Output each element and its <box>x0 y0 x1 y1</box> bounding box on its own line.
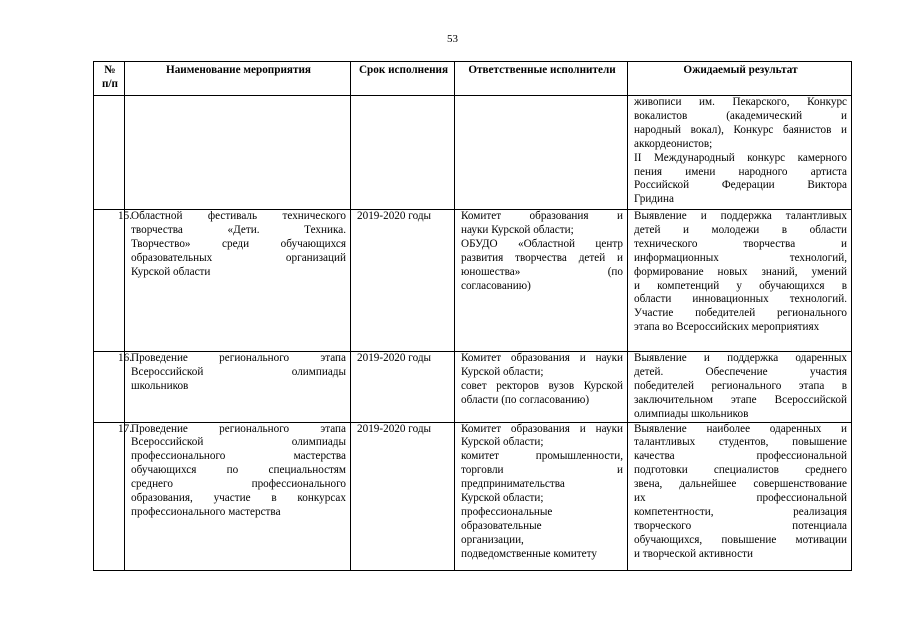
text-line: этапа во Всероссийских мероприятиях <box>634 321 820 334</box>
table-row <box>94 210 852 352</box>
text-line: школьников <box>131 379 189 392</box>
text-line: компетентности, реализация <box>634 505 847 518</box>
text-line: технического творчества и <box>634 237 847 250</box>
text-line: и творческой активности <box>634 547 753 560</box>
cell-responsible <box>455 96 628 210</box>
text-line: Курской области; <box>461 436 544 449</box>
cell-responsible <box>455 210 628 352</box>
text-line: пения имени народного артиста <box>634 165 847 178</box>
header-expected-result: Ожидаемый результат <box>628 62 852 96</box>
text-line: среднего профессионального <box>131 478 346 491</box>
text-line: области (по согласованию) <box>461 393 590 406</box>
text-line: согласованию) <box>461 279 531 292</box>
cell-expected-result <box>628 422 852 570</box>
text-line: Выявление и поддержка одаренных <box>634 352 847 364</box>
cell-term: 2019-2020 годы <box>351 352 455 423</box>
text-line: обучающихся, повышение мотивации <box>634 533 847 546</box>
cell-event-name <box>125 96 351 210</box>
text-line: победителей регионального этапа в <box>634 379 847 392</box>
text-line: Комитет образования и <box>461 210 623 222</box>
text-line: подведомственные комитету <box>461 547 597 560</box>
cell-term: 2019-2020 годы <box>351 422 455 570</box>
text-line: Курской области; <box>461 365 544 378</box>
text-line: Комитет образования и науки <box>461 422 623 435</box>
text-line: Российской Федерации Виктора <box>634 179 847 192</box>
text-line: предпринимательства <box>461 478 565 491</box>
cell-event-name <box>125 352 351 423</box>
cell-num: 17. <box>94 422 125 570</box>
text-line: звена, дальнейшее совершенствование <box>634 478 847 491</box>
text-line: творческого потенциала <box>634 519 847 532</box>
text-line: Проведение регионального этапа <box>131 352 346 364</box>
text-line: Выявление наиболее одаренных и <box>634 422 847 435</box>
cell-expected-result <box>628 210 852 352</box>
table-row-continued <box>94 96 852 210</box>
text-line: торговли и <box>461 464 623 477</box>
text-line: и компетенций у обучающихся в <box>634 279 847 292</box>
text-line: Курской области <box>131 265 211 278</box>
text-line: II Международный конкурс камерного <box>634 151 847 164</box>
cell-event-name <box>125 422 351 570</box>
table-header-row <box>94 62 852 96</box>
header-responsible: Ответственные исполнители <box>455 62 628 96</box>
text-line: Комитет образования и науки <box>461 352 623 364</box>
text-line: организации, <box>461 533 524 546</box>
text-line: информационных технологий, <box>634 251 847 264</box>
text-line: детей. Обеспечение участия <box>634 365 847 378</box>
text-line: образовательных организаций <box>131 251 346 264</box>
text-line: живописи им. Пекарского, Конкурс <box>634 96 847 108</box>
text-line: аккордеонистов; <box>634 137 713 150</box>
cell-num: 15. <box>94 210 125 352</box>
text-line: совет ректоров вузов Курской <box>461 379 623 392</box>
text-line: формирование новых знаний, умений <box>634 265 847 278</box>
text-line: ОБУДО «Областной центр <box>461 237 623 250</box>
text-line: Творчество» среди обучающихся <box>131 237 346 250</box>
text-line: подготовки специалистов среднего <box>634 464 847 477</box>
text-line: профессиональные <box>461 505 553 518</box>
text-line: олимпиады школьников <box>634 407 749 420</box>
text-line: области инновационных технологий. <box>634 293 847 306</box>
cell-num <box>94 96 125 210</box>
text-line: их профессиональной <box>634 492 847 505</box>
text-line: комитет промышленности, <box>461 450 623 463</box>
text-line: Участие победителей регионального <box>634 307 847 320</box>
header-event-name: Наименование мероприятия <box>125 62 351 96</box>
table-row <box>94 352 852 423</box>
text-line: Всероссийской олимпиады <box>131 436 346 449</box>
text-line: обучающихся по специальностям <box>131 464 346 477</box>
text-line: творчества «Дети. Техника. <box>131 223 346 236</box>
text-line: развития творчества детей и <box>461 251 623 264</box>
cell-responsible <box>455 352 628 423</box>
text-line: науки Курской области; <box>461 223 574 236</box>
cell-term <box>351 96 455 210</box>
cell-num: 16. <box>94 352 125 423</box>
text-line: Выявление и поддержка талантливых <box>634 210 847 222</box>
text-line: профессионального мастерства <box>131 505 281 518</box>
text-line: Областной фестиваль технического <box>131 210 346 222</box>
text-line: вокалистов (академический и <box>634 109 847 122</box>
table-row <box>94 422 852 570</box>
text-line: Курской области; <box>461 492 544 505</box>
cell-event-name <box>125 210 351 352</box>
text-line: Проведение регионального этапа <box>131 422 346 435</box>
text-line: детей и молодежи в области <box>634 223 847 236</box>
cell-responsible <box>455 422 628 570</box>
text-line: талантливых студентов, повышение <box>634 436 847 449</box>
cell-term: 2019-2020 годы <box>351 210 455 352</box>
text-line: народный вокал), Конкурс баянистов и <box>634 123 847 136</box>
text-line: заключительном этапе Всероссийской <box>634 393 847 406</box>
text-line: качества профессиональной <box>634 450 847 463</box>
text-line: образовательные <box>461 519 542 532</box>
text-line: профессионального мастерства <box>131 450 346 463</box>
cell-expected-result <box>628 96 852 210</box>
cell-expected-result <box>628 352 852 423</box>
text-line: Гридина <box>634 193 674 206</box>
text-line: Всероссийской олимпиады <box>131 365 346 378</box>
header-term: Срок исполнения <box>351 62 455 96</box>
header-num: № п/п <box>94 62 125 96</box>
events-table <box>93 61 852 571</box>
page-number: 53 <box>447 33 458 45</box>
text-line: юношества» (по <box>461 265 623 278</box>
text-line: образования, участие в конкурсах <box>131 492 346 505</box>
